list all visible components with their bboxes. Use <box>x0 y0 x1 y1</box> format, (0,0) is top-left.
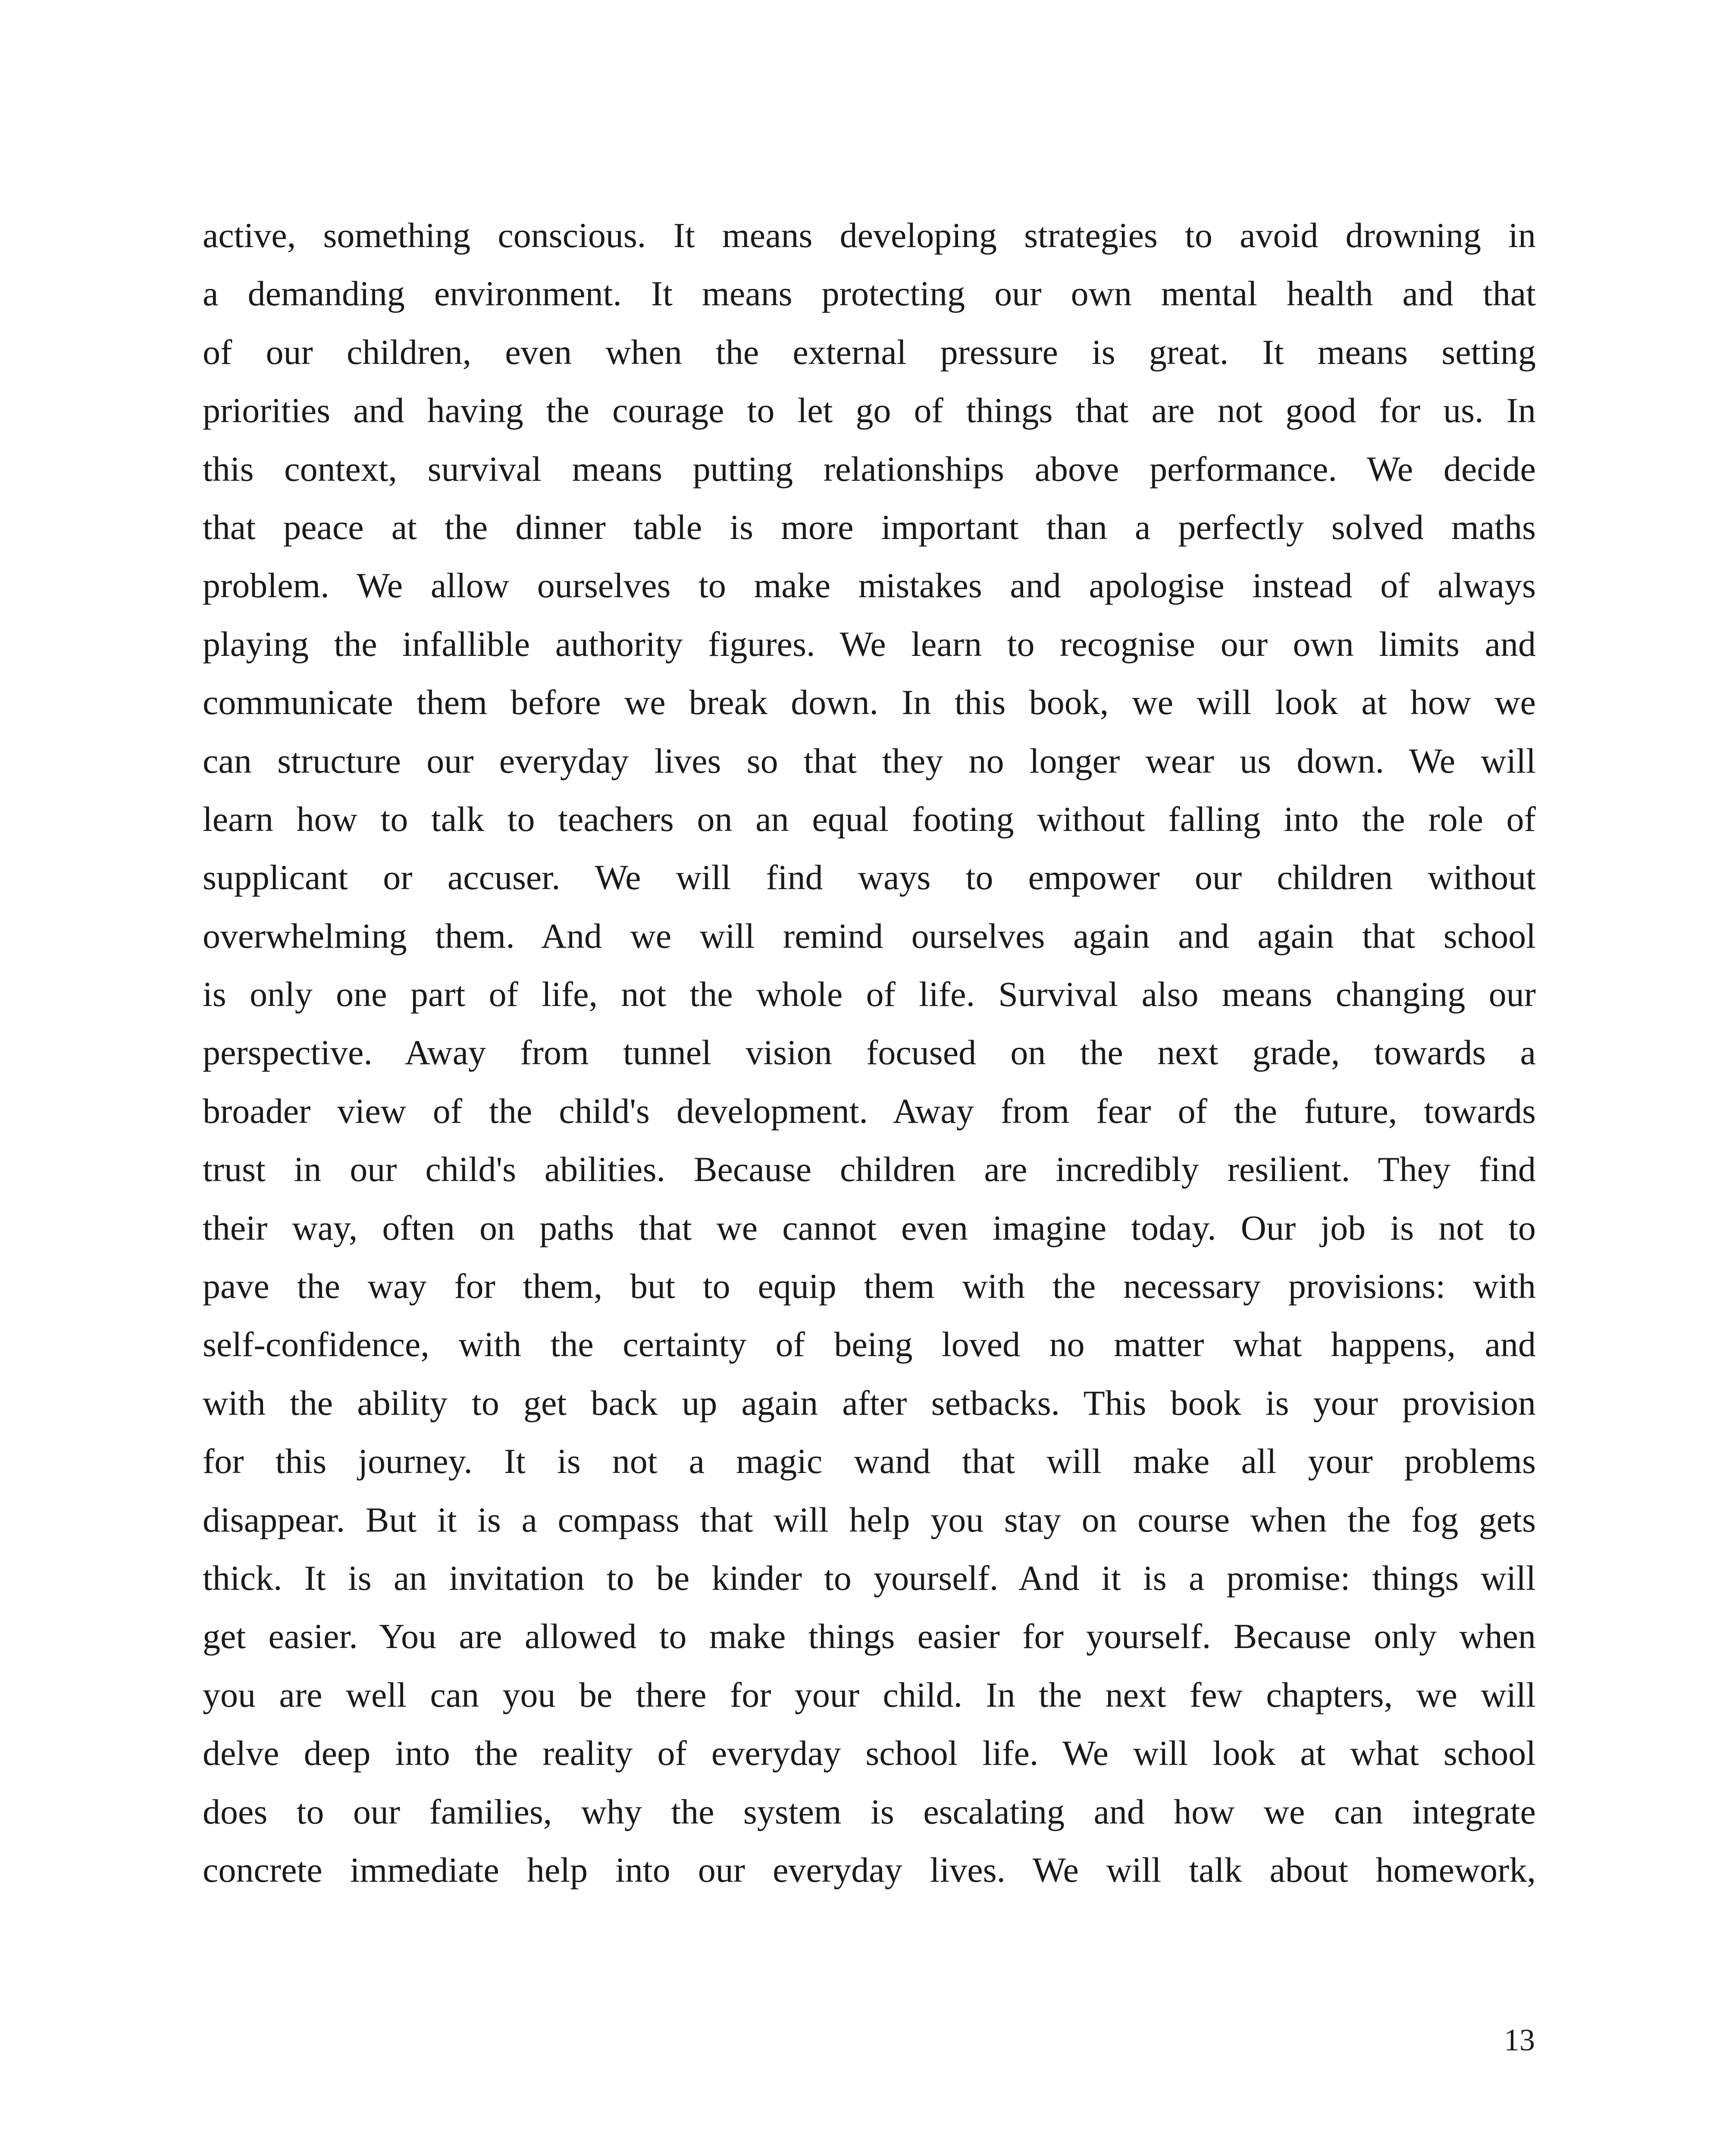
text-line: broader view of the child's development. Away from fear of the future, towards <box>203 1091 1536 1131</box>
text-line: with the ability to get back up again after setbacks. This book is your provision <box>203 1383 1536 1423</box>
body-paragraph <box>203 206 1536 1899</box>
text-line: priorities and having the courage to let go of things that are not good for us. In <box>203 391 1536 430</box>
page-number: 13 <box>1504 2023 1535 2057</box>
text-line: that peace at the dinner table is more important than a perfectly solved maths <box>203 507 1536 547</box>
text-line: self-confidence, with the certainty of being loved no matter what happens, and <box>203 1325 1536 1364</box>
text-line: disappear. But it is a compass that will help you stay on course when the fog gets <box>203 1500 1536 1539</box>
text-line: concrete immediate help into our everyday lives. We will talk about homework, <box>203 1850 1536 1890</box>
text-line: is only one part of life, not the whole of life. Survival also means changing our <box>203 975 1536 1014</box>
text-line: playing the infallible authority figures. We learn to recognise our own limits and <box>203 624 1536 664</box>
text-line: get easier. You are allowed to make things easier for yourself. Because only when <box>203 1617 1536 1656</box>
text-line: perspective. Away from tunnel vision focused on the next grade, towards a <box>203 1033 1536 1072</box>
text-line: communicate them before we break down. In this book, we will look at how we <box>203 683 1536 722</box>
text-line: can structure our everyday lives so that they no longer wear us down. We will <box>203 741 1536 780</box>
text-line: does to our families, why the system is escalating and how we can integrate <box>203 1792 1536 1831</box>
text-line: overwhelming them. And we will remind ourselves again and again that school <box>203 916 1536 956</box>
text-line: active, something conscious. It means developing strategies to avoid drowning in <box>203 216 1536 255</box>
text-line: thick. It is an invitation to be kinder to yourself. And it is a promise: things will <box>203 1558 1536 1598</box>
text-line: for this journey. It is not a magic wand that will make all your problems <box>203 1442 1536 1481</box>
text-line: problem. We allow ourselves to make mistakes and apologise instead of always <box>203 566 1536 605</box>
text-line: delve deep into the reality of everyday school life. We will look at what school <box>203 1733 1536 1773</box>
text-line: learn how to talk to teachers on an equal footing without falling into the role of <box>203 799 1536 839</box>
text-line: supplicant or accuser. We will find ways to empower our children without <box>203 858 1536 897</box>
text-line: a demanding environment. It means protecting our own mental health and that <box>203 274 1536 313</box>
text-line: their way, often on paths that we cannot even imagine today. Our job is not to <box>203 1208 1536 1247</box>
text-line: pave the way for them, but to equip them with the necessary provisions: with <box>203 1266 1536 1306</box>
text-line: trust in our child's abilities. Because children are incredibly resilient. They find <box>203 1150 1536 1189</box>
text-line: you are well can you be there for your child. In the next few chapters, we will <box>203 1675 1536 1714</box>
text-line: this context, survival means putting relationships above performance. We decide <box>203 449 1536 489</box>
text-line: of our children, even when the external pressure is great. It means setting <box>203 332 1536 372</box>
